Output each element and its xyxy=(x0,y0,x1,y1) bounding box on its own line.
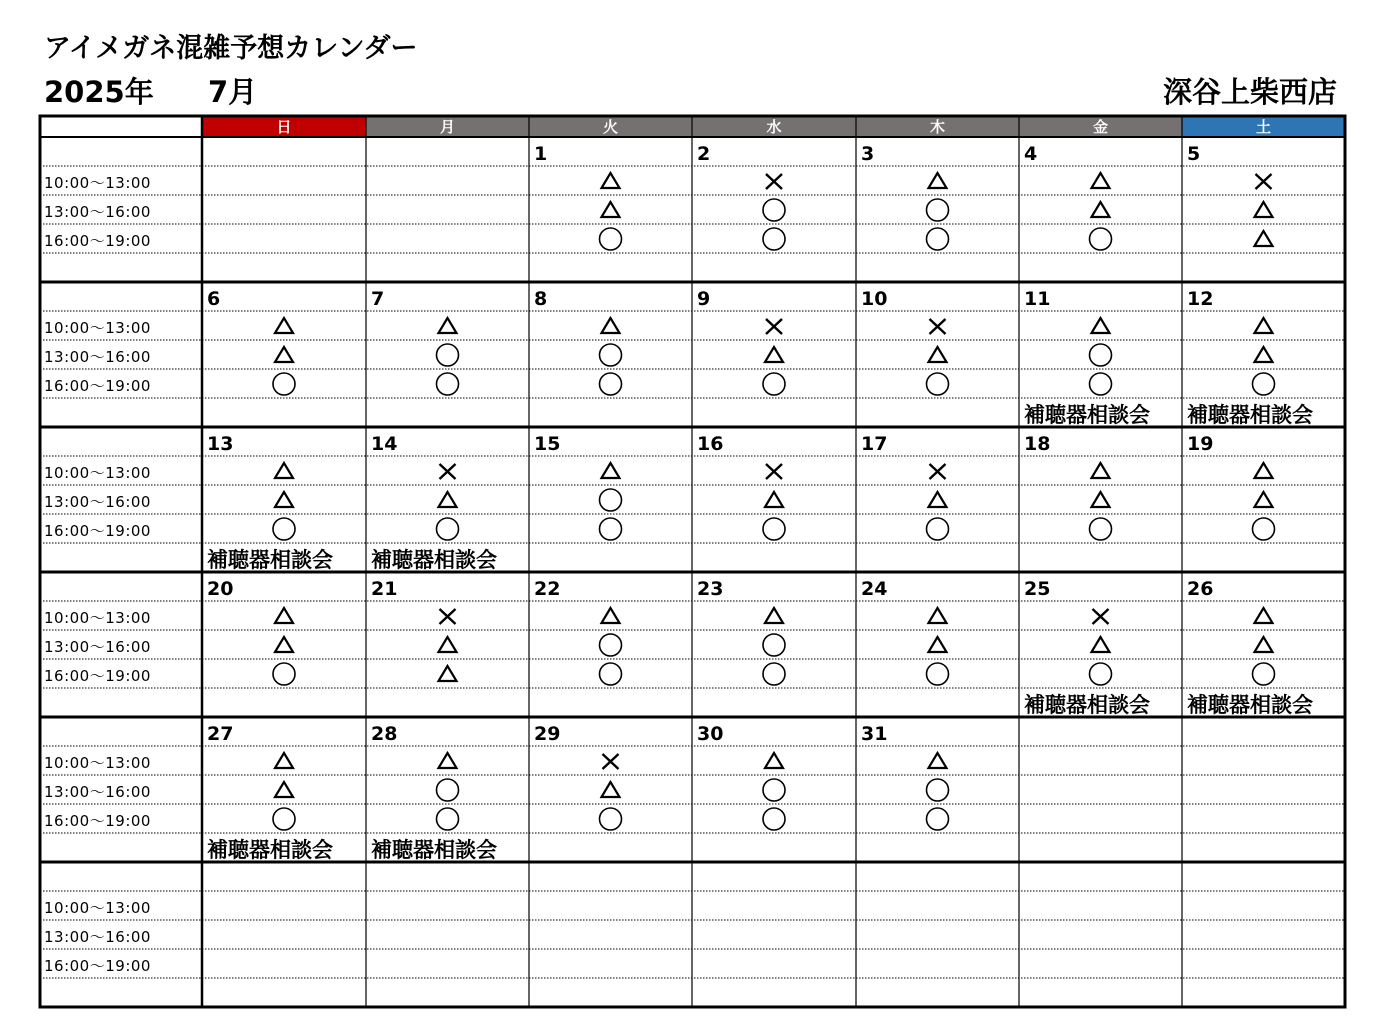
weekday-label: 火 xyxy=(602,118,619,136)
event-note: 補聴器相談会 xyxy=(1024,403,1150,427)
congestion-medium-icon xyxy=(929,347,947,362)
weekday-label: 月 xyxy=(439,118,456,136)
congestion-high-icon xyxy=(930,319,946,334)
congestion-medium-icon xyxy=(1255,347,1273,362)
day-number: 12 xyxy=(1187,288,1214,310)
event-note: 補聴器相談会 xyxy=(207,548,333,572)
congestion-medium-icon xyxy=(765,753,783,768)
congestion-low-icon xyxy=(1090,518,1112,540)
time-slot-label: 13:00～16:00 xyxy=(44,928,151,946)
congestion-medium-icon xyxy=(765,492,783,507)
day-number: 27 xyxy=(207,723,234,745)
congestion-high-icon xyxy=(440,464,456,479)
weekday-label: 木 xyxy=(929,118,946,136)
congestion-high-icon xyxy=(440,609,456,624)
event-note: 補聴器相談会 xyxy=(207,838,333,862)
month-label: 7月 xyxy=(208,75,258,109)
day-number: 1 xyxy=(534,143,548,165)
congestion-low-icon xyxy=(763,634,785,656)
day-number: 6 xyxy=(207,288,221,310)
time-slot-label: 10:00～13:00 xyxy=(44,899,151,917)
congestion-low-icon xyxy=(600,344,622,366)
congestion-medium-icon xyxy=(1255,608,1273,623)
congestion-medium-icon xyxy=(602,202,620,217)
day-number: 20 xyxy=(207,578,234,600)
congestion-low-icon xyxy=(600,518,622,540)
congestion-low-icon xyxy=(1090,228,1112,250)
day-number: 25 xyxy=(1024,578,1051,600)
day-number: 7 xyxy=(371,288,385,310)
congestion-low-icon xyxy=(600,489,622,511)
congestion-low-icon xyxy=(927,779,949,801)
event-note: 補聴器相談会 xyxy=(1024,693,1150,717)
congestion-medium-icon xyxy=(602,608,620,623)
congestion-medium-icon xyxy=(275,637,293,652)
congestion-low-icon xyxy=(763,228,785,250)
day-number: 8 xyxy=(534,288,548,310)
congestion-low-icon xyxy=(1090,373,1112,395)
congestion-low-icon xyxy=(437,808,459,830)
congestion-high-icon xyxy=(603,754,619,769)
day-number: 24 xyxy=(861,578,888,600)
congestion-low-icon xyxy=(273,808,295,830)
congestion-medium-icon xyxy=(929,637,947,652)
congestion-medium-icon xyxy=(275,463,293,478)
congestion-medium-icon xyxy=(439,318,457,333)
congestion-low-icon xyxy=(927,373,949,395)
congestion-medium-icon xyxy=(1255,463,1273,478)
time-slot-label: 16:00～19:00 xyxy=(44,232,151,250)
congestion-medium-icon xyxy=(1255,637,1273,652)
congestion-medium-icon xyxy=(439,753,457,768)
day-number: 18 xyxy=(1024,433,1051,455)
year-label: 2025年 xyxy=(44,75,154,109)
day-number: 21 xyxy=(371,578,398,600)
time-slot-label: 16:00～19:00 xyxy=(44,522,151,540)
congestion-high-icon xyxy=(766,174,782,189)
day-number: 31 xyxy=(861,723,888,745)
congestion-low-icon xyxy=(273,518,295,540)
congestion-low-icon xyxy=(927,808,949,830)
time-slot-label: 13:00～16:00 xyxy=(44,348,151,366)
congestion-medium-icon xyxy=(275,782,293,797)
congestion-low-icon xyxy=(927,199,949,221)
congestion-low-icon xyxy=(1090,663,1112,685)
day-number: 10 xyxy=(861,288,888,310)
time-slot-label: 10:00～13:00 xyxy=(44,754,151,772)
day-number: 29 xyxy=(534,723,561,745)
congestion-medium-icon xyxy=(1255,202,1273,217)
congestion-medium-icon xyxy=(602,318,620,333)
congestion-medium-icon xyxy=(275,753,293,768)
day-number: 17 xyxy=(861,433,888,455)
event-note: 補聴器相談会 xyxy=(1187,693,1313,717)
congestion-high-icon xyxy=(930,464,946,479)
event-note: 補聴器相談会 xyxy=(1187,403,1313,427)
event-note: 補聴器相談会 xyxy=(371,838,497,862)
congestion-medium-icon xyxy=(765,608,783,623)
day-number: 28 xyxy=(371,723,398,745)
congestion-low-icon xyxy=(437,344,459,366)
congestion-low-icon xyxy=(763,518,785,540)
day-number: 22 xyxy=(534,578,561,600)
time-slot-label: 16:00～19:00 xyxy=(44,812,151,830)
weekday-label: 日 xyxy=(276,118,292,136)
congestion-medium-icon xyxy=(929,753,947,768)
congestion-high-icon xyxy=(766,464,782,479)
congestion-medium-icon xyxy=(602,463,620,478)
time-slot-label: 16:00～19:00 xyxy=(44,377,151,395)
day-number: 4 xyxy=(1024,143,1038,165)
day-number: 15 xyxy=(534,433,561,455)
day-number: 23 xyxy=(697,578,724,600)
congestion-medium-icon xyxy=(1255,231,1273,246)
time-slot-label: 13:00～16:00 xyxy=(44,638,151,656)
time-slot-label: 10:00～13:00 xyxy=(44,319,151,337)
congestion-low-icon xyxy=(1090,344,1112,366)
congestion-medium-icon xyxy=(275,347,293,362)
congestion-high-icon xyxy=(766,319,782,334)
congestion-medium-icon xyxy=(1092,318,1110,333)
congestion-low-icon xyxy=(273,373,295,395)
day-number: 9 xyxy=(697,288,711,310)
congestion-medium-icon xyxy=(1092,173,1110,188)
time-slot-label: 10:00～13:00 xyxy=(44,464,151,482)
congestion-low-icon xyxy=(927,228,949,250)
congestion-medium-icon xyxy=(1092,637,1110,652)
congestion-low-icon xyxy=(1253,518,1275,540)
congestion-medium-icon xyxy=(275,492,293,507)
calendar-title: アイメガネ混雑予想カレンダー xyxy=(44,33,418,64)
congestion-low-icon xyxy=(763,663,785,685)
congestion-medium-icon xyxy=(439,637,457,652)
congestion-medium-icon xyxy=(1255,492,1273,507)
day-number: 16 xyxy=(697,433,724,455)
congestion-medium-icon xyxy=(275,318,293,333)
day-number: 3 xyxy=(861,143,875,165)
congestion-medium-icon xyxy=(602,782,620,797)
congestion-low-icon xyxy=(763,373,785,395)
congestion-low-icon xyxy=(763,199,785,221)
congestion-low-icon xyxy=(1253,373,1275,395)
day-number: 19 xyxy=(1187,433,1214,455)
time-slot-label: 13:00～16:00 xyxy=(44,493,151,511)
day-number: 30 xyxy=(697,723,724,745)
time-slot-label: 16:00～19:00 xyxy=(44,667,151,685)
congestion-low-icon xyxy=(600,634,622,656)
time-slot-label: 13:00～16:00 xyxy=(44,203,151,221)
weekday-label: 土 xyxy=(1255,118,1272,136)
congestion-low-icon xyxy=(927,663,949,685)
congestion-low-icon xyxy=(1253,663,1275,685)
day-number: 14 xyxy=(371,433,398,455)
congestion-medium-icon xyxy=(765,347,783,362)
congestion-low-icon xyxy=(763,808,785,830)
time-slot-label: 10:00～13:00 xyxy=(44,609,151,627)
time-slot-label: 16:00～19:00 xyxy=(44,957,151,975)
congestion-low-icon xyxy=(600,373,622,395)
congestion-high-icon xyxy=(1093,609,1109,624)
congestion-medium-icon xyxy=(275,608,293,623)
event-note: 補聴器相談会 xyxy=(371,548,497,572)
congestion-medium-icon xyxy=(1255,318,1273,333)
congestion-medium-icon xyxy=(602,173,620,188)
congestion-medium-icon xyxy=(1092,492,1110,507)
store-name: 深谷上柴西店 xyxy=(1162,75,1337,109)
congestion-low-icon xyxy=(600,808,622,830)
day-number: 11 xyxy=(1024,288,1051,310)
congestion-medium-icon xyxy=(929,492,947,507)
congestion-low-icon xyxy=(763,779,785,801)
congestion-low-icon xyxy=(437,373,459,395)
weekday-label: 金 xyxy=(1092,118,1109,136)
congestion-high-icon xyxy=(1256,174,1272,189)
congestion-low-icon xyxy=(273,663,295,685)
weekday-label: 水 xyxy=(766,118,782,136)
day-number: 26 xyxy=(1187,578,1214,600)
day-number: 5 xyxy=(1187,143,1201,165)
congestion-low-icon xyxy=(437,518,459,540)
congestion-medium-icon xyxy=(439,666,457,681)
congestion-low-icon xyxy=(600,663,622,685)
congestion-medium-icon xyxy=(439,492,457,507)
congestion-low-icon xyxy=(600,228,622,250)
congestion-low-icon xyxy=(437,779,459,801)
time-slot-label: 10:00～13:00 xyxy=(44,174,151,192)
congestion-medium-icon xyxy=(929,608,947,623)
congestion-low-icon xyxy=(927,518,949,540)
congestion-medium-icon xyxy=(1092,463,1110,478)
time-slot-label: 13:00～16:00 xyxy=(44,783,151,801)
congestion-medium-icon xyxy=(1092,202,1110,217)
congestion-medium-icon xyxy=(929,173,947,188)
day-number: 13 xyxy=(207,433,234,455)
day-number: 2 xyxy=(697,143,711,165)
